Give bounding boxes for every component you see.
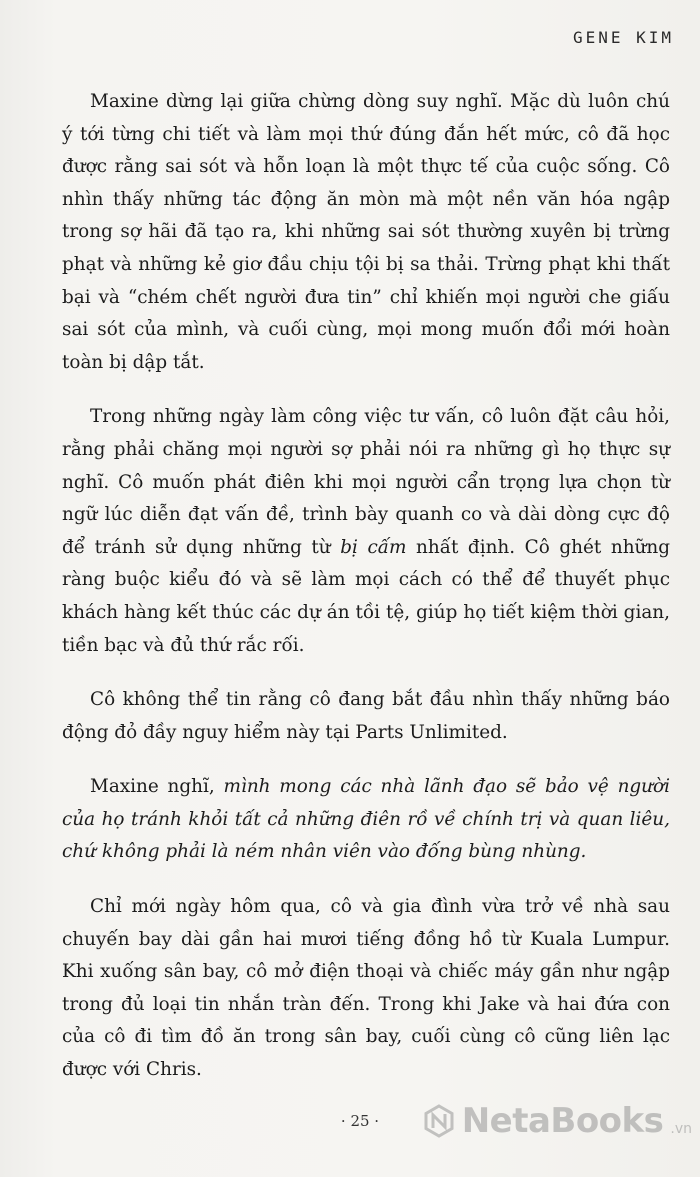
paragraph-4-text-before: Maxine nghĩ, xyxy=(90,776,224,798)
paragraph-2-text-after: nhất định. Cô ghét những ràng buộc kiểu đó và sẽ làm mọi cách có thể để thuyết phục khách hàng kết thúc các dự án tồi tệ, giúp họ tiết kiệm thời gian, tiền bạc và đủ thứ rắc rối. xyxy=(62,536,670,656)
paragraph-4 xyxy=(62,771,670,869)
paragraph-2-text-before: Trong những ngày làm công việc tư vấn, cô luôn đặt câu hỏi, rằng phải chăng mọi người sợ phải nói ra những gì họ thực sự nghĩ. Cô muốn phát điên khi mọi người cẩn trọng lựa chọn từ ngữ lúc diễn đạt vấn đề, trình bày quanh co và dài dòng cực độ để tránh sử dụng những từ xyxy=(62,406,670,558)
paragraph-1: Maxine dừng lại giữa chừng dòng suy nghĩ. Mặc dù luôn chú ý tới từng chi tiết và làm mọi thứ đúng đắn hết mức, cô đã học được rằng sai sót và hỗn loạn là một thực tế của cuộc sống. Cô nhìn thấy những tác động ăn mòn mà một nền văn hóa ngập trong sợ hãi đã tạo ra, khi những sai sót thường xuyên bị trừng phạt và những kẻ giơ đầu chịu tội bị sa thải. Trừng phạt khi thất bại và “chém chết người đưa tin” chỉ khiến mọi người che giấu sai sót của mình, và cuối cùng, mọi mong muốn đổi mới hoàn toàn bị dập tắt. xyxy=(62,91,670,373)
paragraph-3: Cô không thể tin rằng cô đang bắt đầu nhìn thấy những báo động đỏ đầy nguy hiểm này tại Parts Unlimited. xyxy=(62,689,670,743)
paragraph-2 xyxy=(62,401,670,662)
page-number: · 25 · xyxy=(340,1112,380,1130)
watermark-domain: .vn xyxy=(670,1121,692,1137)
body-text xyxy=(62,86,670,1109)
watermark xyxy=(422,1101,692,1141)
paragraph-4-italic: mình mong các nhà lãnh đạo sẽ bảo vệ người của họ tránh khỏi tất cả những điên rồ về chính trị và quan liêu, chứ không phải là ném nhân viên vào đống bùng nhùng. xyxy=(62,776,670,863)
watermark-brand: NetaBooks xyxy=(461,1101,664,1141)
paragraph-2-italic: bị cấm xyxy=(340,536,407,558)
paragraph-5: Chỉ mới ngày hôm qua, cô và gia đình vừa trở về nhà sau chuyến bay dài gần hai mươi tiếng đồng hồ từ Kuala Lumpur. Khi xuống sân bay, cô mở điện thoại và chiếc máy gần như ngập trong đủ loại tin nhắn tràn đến. Trong khi Jake và hai đứa con của cô đi tìm đồ ăn trong sân bay, cuối cùng cô cũng liên lạc được với Chris. xyxy=(62,896,670,1081)
running-head: GENE KIM xyxy=(572,28,674,47)
netabooks-logo-icon xyxy=(422,1104,456,1138)
